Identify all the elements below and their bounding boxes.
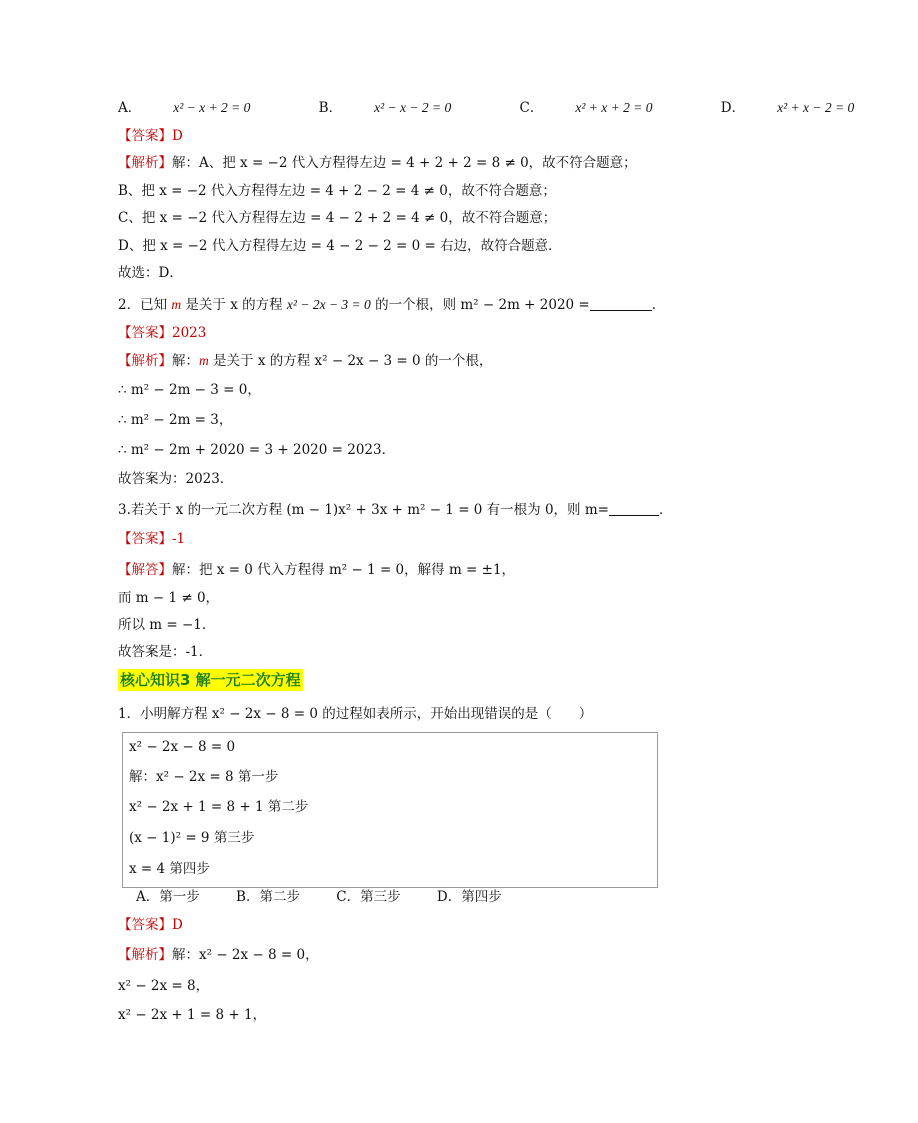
option-a: A． x² − x + 2 = 0 — [118, 100, 251, 116]
q4-options — [136, 888, 534, 906]
q2-answer — [118, 324, 206, 342]
analysis-tag: 【解析】 — [118, 353, 172, 369]
option-d: D．第四步 — [436, 889, 502, 905]
q2-blank[interactable] — [590, 298, 652, 311]
q3-answer — [118, 530, 185, 548]
answer-tag: 【答案】 — [118, 128, 172, 144]
q2-analysis-4: ∴ m² − 2m + 2020 = 3 + 2020 = 2023． — [118, 442, 396, 458]
q3-analysis-2: 而 m − 1 ≠ 0， — [118, 590, 220, 606]
prev-analysis-2: B、把 x = −2 代入方程得左边 = 4 + 2 − 2 = 4 ≠ 0，故不符合题意； — [118, 183, 556, 199]
answer-tag: 【答案】 — [118, 531, 172, 547]
q2-analysis-2: ∴ m² − 2m − 3 = 0， — [118, 382, 261, 398]
option-c: C．第三步 — [336, 889, 401, 905]
analysis-line: 解：A、把 x = −2 代入方程得左边 = 4 + 2 + 2 = 8 ≠ 0，故不符合题意； — [172, 155, 637, 171]
solution-table — [122, 732, 658, 888]
answer-value: D — [172, 917, 183, 933]
q2-analysis-3: ∴ m² − 2m = 3， — [118, 412, 233, 428]
q3-analysis-1: 【解答】解：把 x = 0 代入方程得 m² − 1 = 0，解得 m = ±1， — [118, 562, 516, 578]
option-a: A．第一步 — [136, 889, 200, 905]
q4-answer — [118, 916, 183, 934]
q3-analysis-4: 故答案是：-1． — [118, 644, 213, 660]
prev-analysis-1 — [118, 154, 637, 172]
q2-question: 2．已知 m 是关于 x 的方程 x² − 2x − 3 = 0 的一个根，则 m² − 2m + 2020 = ． — [118, 297, 666, 313]
option-b: B． x² − x − 2 = 0 — [318, 100, 452, 116]
q4-question: 1．小明解方程 x² − 2x − 8 = 0 的过程如表所示，开始出现错误的是（ ） — [118, 706, 593, 722]
analysis-tag: 【解析】 — [118, 155, 172, 171]
analysis-tag: 【解析】 — [118, 947, 172, 963]
prev-analysis-3: C、把 x = −2 代入方程得左边 = 4 − 2 + 2 = 4 ≠ 0，故不符合题意； — [118, 210, 557, 226]
answer-value: -1 — [172, 531, 186, 547]
table-row: 解：x² − 2x = 8 第一步 — [129, 769, 279, 785]
prev-analysis-4: D、把 x = −2 代入方程得左边 = 4 − 2 − 2 = 0 = 右边，故符合题意． — [118, 238, 562, 254]
answer-value: 2023 — [172, 325, 207, 341]
q4-analysis-3: x² − 2x + 1 = 8 + 1， — [118, 1007, 267, 1023]
q2-analysis-5: 故答案为：2023． — [118, 471, 234, 487]
q3-analysis-3: 所以 m = −1． — [118, 617, 216, 633]
prev-analysis-5: 故选：D． — [118, 265, 183, 281]
table-row: x² − 2x + 1 = 8 + 1 第二步 — [129, 799, 309, 815]
q2-analysis-1: 【解析】解：m 是关于 x 的方程 x² − 2x − 3 = 0 的一个根， — [118, 353, 493, 369]
option-b: B．第二步 — [236, 889, 300, 905]
prev-options — [118, 99, 918, 117]
option-d: D． x² + x − 2 = 0 — [720, 100, 855, 116]
answer-value: D — [172, 128, 183, 144]
table-row: (x − 1)² = 9 第三步 — [129, 830, 255, 846]
answer-tag: 【答案】 — [118, 917, 172, 933]
q4-analysis-1: 【解析】解：x² − 2x − 8 = 0， — [118, 947, 319, 963]
answer-tag: 【答案】 — [118, 325, 172, 341]
analysis-tag: 【解答】 — [118, 562, 172, 578]
q4-analysis-2: x² − 2x = 8， — [118, 978, 210, 994]
prev-answer — [118, 127, 183, 145]
section-heading: 核心知识3 解一元二次方程 — [120, 671, 301, 689]
table-row: x² − 2x − 8 = 0 — [129, 739, 236, 755]
q3-blank[interactable] — [609, 503, 659, 516]
table-row: x = 4 第四步 — [129, 861, 210, 877]
option-c: C． x² + x + 2 = 0 — [519, 100, 653, 116]
q3-question: 3.若关于 x 的一元二次方程 (m − 1)x² + 3x + m² − 1 = 0 有一根为 0，则 m= ． — [118, 502, 673, 518]
